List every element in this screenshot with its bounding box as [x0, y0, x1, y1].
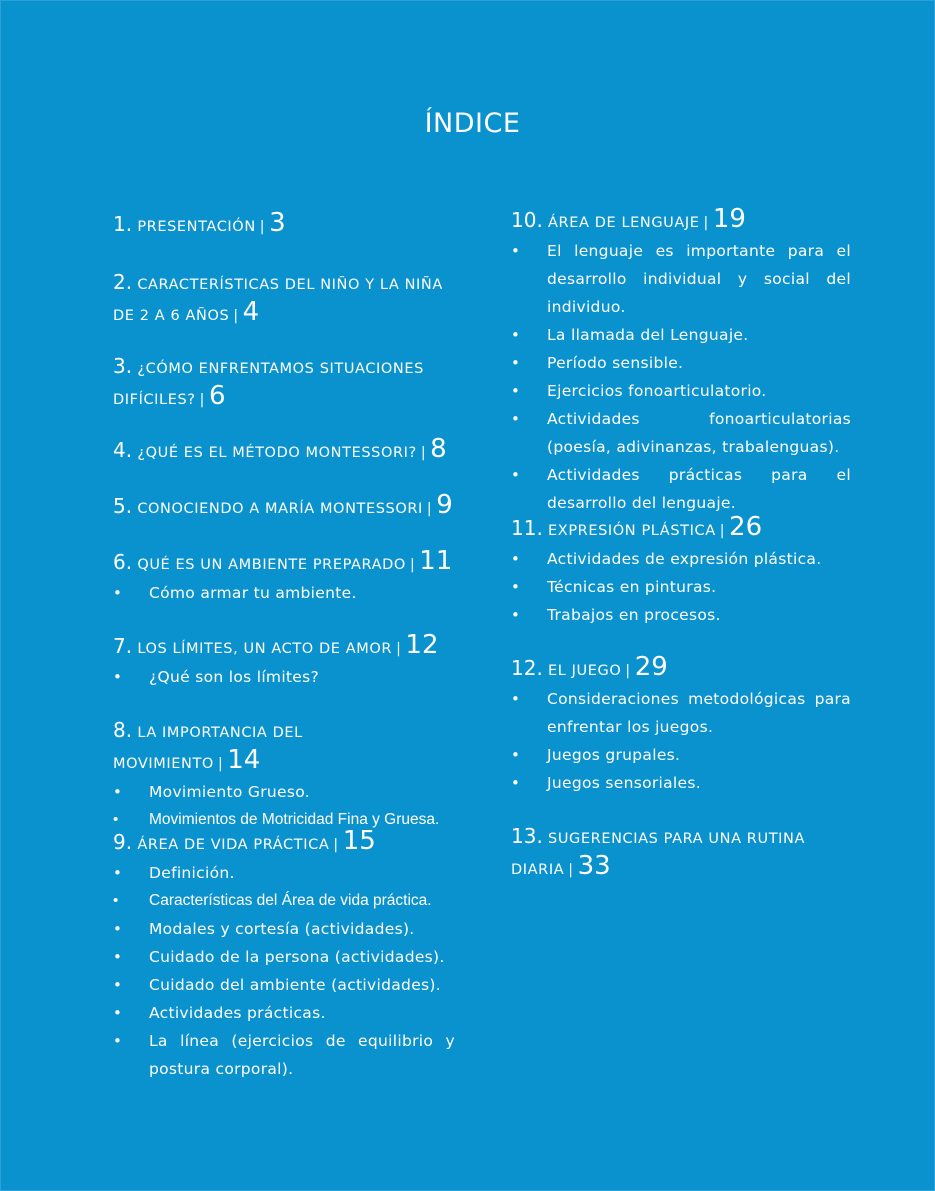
bullet-icon: • — [511, 410, 521, 428]
toc-heading[interactable]: 3. ¿CÓMO ENFRENTAMOS SITUACIONES DIFÍCILES? | 6 — [113, 354, 424, 411]
toc-item[interactable]: • Trabajos en procesos. — [511, 601, 851, 629]
bullet-icon: • — [511, 746, 521, 764]
bullet-icon: • — [113, 920, 123, 938]
bullet-icon: • — [511, 382, 521, 400]
bullet-icon: • — [511, 242, 521, 260]
page-number: 29 — [634, 652, 668, 682]
toc-heading[interactable]: 1. PRESENTACIÓN | 3 — [113, 208, 286, 238]
toc-item[interactable]: • El lenguaje es importante para el desarrollo individual y social del individuo. — [511, 237, 851, 321]
toc-heading[interactable]: 10. ÁREA DE LENGUAJE | 19 — [511, 204, 746, 234]
toc-item[interactable]: • Consideraciones metodológicas para enfrentar los juegos. — [511, 685, 851, 741]
toc-section — [511, 514, 851, 629]
bullet-icon: • — [113, 976, 123, 994]
toc-heading[interactable]: 8. LA IMPORTANCIA DEL MOVIMIENTO | 14 — [113, 718, 303, 775]
page-number: 14 — [227, 745, 261, 775]
page-number: 11 — [419, 546, 453, 576]
toc-heading[interactable]: 4. ¿QUÉ ES EL MÉTODO MONTESSORI? | 8 — [113, 434, 447, 464]
page-number: 33 — [577, 851, 611, 881]
page-number: 26 — [729, 512, 763, 542]
page-number: 3 — [269, 208, 286, 238]
toc-item[interactable]: • Ejercicios fonoarticulatorio. — [511, 377, 851, 405]
bullet-icon: • — [113, 811, 119, 828]
toc-item[interactable]: • La llamada del Lenguaje. — [511, 321, 851, 349]
bullet-icon: • — [511, 578, 521, 596]
page-number: 15 — [342, 826, 376, 856]
toc-section — [511, 206, 851, 517]
toc-item[interactable]: • Movimientos de Motricidad Fina y Gruesa. — [113, 806, 455, 834]
toc-item[interactable]: • Definición. — [113, 859, 455, 887]
toc-item[interactable]: • Técnicas en pinturas. — [511, 573, 851, 601]
toc-item[interactable]: • Actividades prácticas. — [113, 999, 455, 1027]
bullet-icon: • — [511, 466, 521, 484]
page-title: ÍNDICE — [424, 108, 521, 139]
page-number: 9 — [436, 490, 453, 520]
bullet-icon: • — [113, 783, 123, 801]
toc-section — [113, 492, 455, 523]
toc-heading[interactable]: 5. CONOCIENDO A MARÍA MONTESSORI | 9 — [113, 490, 453, 520]
toc-item[interactable]: • Cómo armar tu ambiente. — [113, 579, 455, 607]
toc-item[interactable]: • Características del Área de vida práctica. — [113, 887, 455, 915]
toc-section — [113, 828, 455, 1083]
toc-heading[interactable]: 6. QUÉ ES UN AMBIENTE PREPARADO | 11 — [113, 546, 453, 576]
toc-heading[interactable]: 9. ÁREA DE VIDA PRÁCTICA | 15 — [113, 826, 376, 856]
toc-section — [511, 654, 851, 797]
bullet-icon: • — [511, 354, 521, 372]
bullet-icon: • — [113, 948, 123, 966]
toc-item[interactable]: • Cuidado de la persona (actividades). — [113, 943, 455, 971]
bullet-icon: • — [511, 606, 521, 624]
bullet-icon: • — [113, 584, 123, 602]
toc-section — [113, 210, 455, 241]
toc-section — [113, 716, 455, 834]
toc-item[interactable]: • Movimiento Grueso. — [113, 778, 455, 806]
toc-item[interactable]: • Juegos sensoriales. — [511, 769, 851, 797]
page-number: 12 — [405, 630, 439, 660]
toc-section — [113, 632, 455, 691]
toc-section — [113, 436, 455, 467]
toc-heading[interactable]: 12. EL JUEGO | 29 — [511, 652, 668, 682]
bullet-icon: • — [113, 892, 119, 909]
toc-section — [113, 548, 455, 607]
toc-item[interactable]: • Actividades prácticas para el desarrollo del lenguaje. — [511, 461, 851, 517]
bullet-icon: • — [511, 774, 521, 792]
bullet-icon: • — [511, 690, 521, 708]
page-number: 4 — [242, 297, 260, 327]
toc-item[interactable]: • Cuidado del ambiente (actividades). — [113, 971, 455, 999]
toc-item[interactable]: • La línea (ejercicios de equilibrio y postura corporal). — [113, 1027, 455, 1083]
toc-section — [113, 352, 455, 414]
toc-heading[interactable]: 11. EXPRESIÓN PLÁSTICA | 26 — [511, 512, 763, 542]
bullet-icon: • — [511, 326, 521, 344]
toc-item[interactable]: • Actividades fonoarticulatorias (poesía, adivinanzas, trabalenguas). — [511, 405, 851, 461]
toc-item[interactable]: • Modales y cortesía (actividades). — [113, 915, 455, 943]
page-number: 6 — [208, 381, 226, 411]
toc-heading[interactable]: 13. SUGERENCIAS PARA UNA RUTINA DIARIA | 33 — [511, 824, 805, 881]
bullet-icon: • — [113, 1004, 123, 1022]
page-number: 8 — [430, 434, 447, 464]
toc-item[interactable]: • Actividades de expresión plástica. — [511, 545, 851, 573]
toc-item[interactable]: • Período sensible. — [511, 349, 851, 377]
toc-heading[interactable]: 7. LOS LÍMITES, UN ACTO DE AMOR | 12 — [113, 630, 439, 660]
toc-section — [511, 822, 851, 884]
toc-item[interactable]: • ¿Qué son los límites? — [113, 663, 455, 691]
toc-item[interactable]: • Juegos grupales. — [511, 741, 851, 769]
toc-heading[interactable]: 2. CARACTERÍSTICAS DEL NIÑO Y LA NIÑA DE 2 A 6 AÑOS | 4 — [113, 270, 443, 327]
page-number: 19 — [712, 204, 746, 234]
bullet-icon: • — [113, 864, 123, 882]
bullet-icon: • — [113, 668, 123, 686]
bullet-icon: • — [113, 1032, 123, 1050]
bullet-icon: • — [511, 550, 521, 568]
toc-section — [113, 268, 455, 330]
